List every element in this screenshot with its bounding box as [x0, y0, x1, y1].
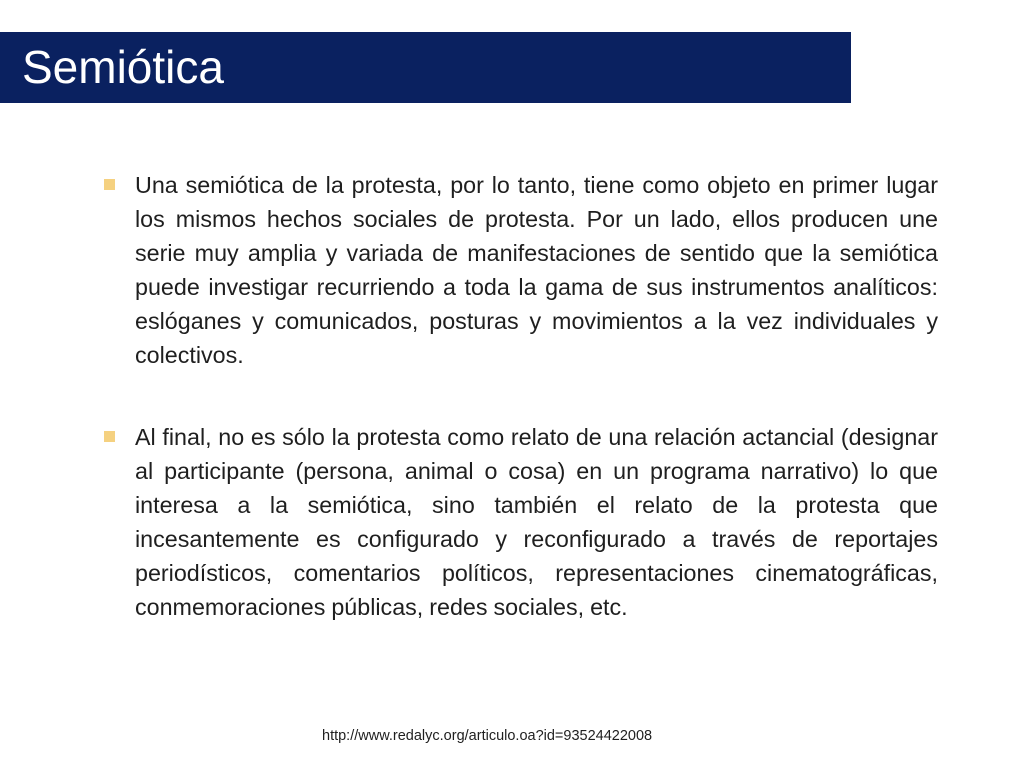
bullet-item [104, 420, 938, 624]
square-bullet-icon [104, 431, 115, 442]
slide-title: Semiótica [22, 41, 224, 93]
title-bar [0, 32, 851, 103]
bullet-text: Una semiótica de la protesta, por lo tanto, tiene como objeto en primer lugar los mismos hechos sociales de protesta. Por un lado, ellos producen une serie muy amplia y variada de manifestaciones de sentido que la semiótica puede investigar recurriendo a toda la gama de sus instrumentos analíticos: eslóganes y comunicados, posturas y movimientos a la vez individuales y colectivos. [135, 172, 938, 368]
source-link[interactable]: http://www.redalyc.org/articulo.oa?id=93524422008 [322, 728, 653, 744]
square-bullet-icon [104, 179, 115, 190]
bullet-text: Al final, no es sólo la protesta como relato de una relación actancial (designar al participante (persona, animal o cosa) en un programa narrativo) lo que interesa a la semiótica, sino también el relato de la protesta que incesantemente es configurado y reconfigurado a través de reportajes periodísticos, comentarios políticos, representaciones cinematográficas, conmemoraciones públicas, redes sociales, etc. [135, 424, 938, 620]
slide-content [104, 168, 938, 672]
bullet-item [104, 168, 938, 372]
